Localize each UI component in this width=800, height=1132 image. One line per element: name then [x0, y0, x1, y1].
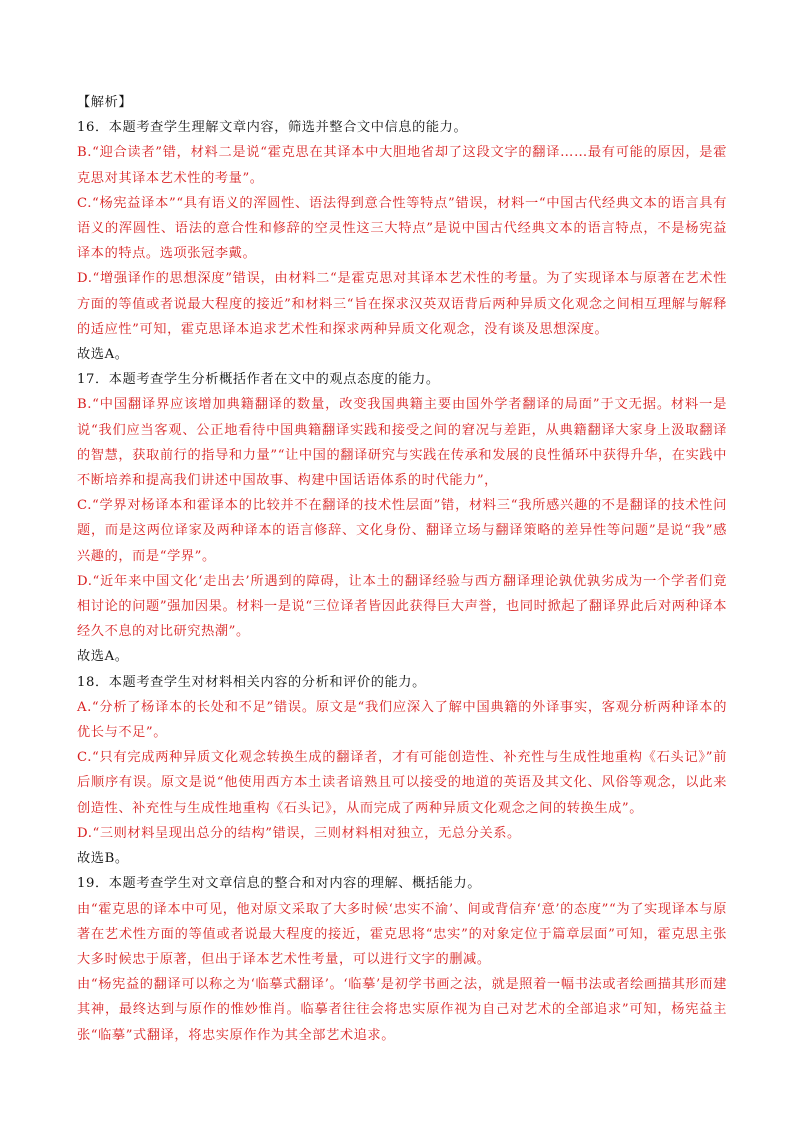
analysis-page — [77, 90, 727, 1048]
analysis-heading: 【解析】 — [77, 95, 133, 110]
q16-answer: 故选A。 — [77, 347, 129, 363]
q18-option-a: A.“分析了杨译本的长处和不足”错误。原文是“我们应深入了解中国典籍的外译事实，客观分析两种译本的优长与不足”。 — [77, 699, 727, 741]
q18-stem: 18．本题考查学生对材料相关内容的分析和评价的能力。 — [77, 674, 426, 690]
q17-option-c: C.“学界对杨译本和霍译本的比较并不在翻译的技术性层面”错，材料三“我所感兴趣的不是翻译的技术性问题，而是这两位译家及两种译本的语言修辞、文化身份、翻译立场与翻译策略的差异性等问题”是说“我”感兴趣的，而是“学界”。 — [77, 498, 727, 564]
q18-option-c: C.“只有完成两种异质文化观念转换生成的翻译者，才有可能创造性、补充性与生成性地重构《石头记》”前后顺序有误。原文是说“他使用西方本土读者谙熟且可以接受的地道的英语及其文化、风俗等观念，以此来创造性、补充性与生成性地重构《石头记》，从而完成了两种异质文化观念之间的转换生成”。 — [77, 750, 727, 816]
q16-option-d: D.“增强译作的思想深度”错误，由材料二“是霍克思对其译本艺术性的考量。为了实现译本与原著在艺术性方面的等值或者说最大程度的接近”和材料三“旨在探求汉英双语背后两种异质文化观念之间相互理解与解释的适应性”可知，霍克思译本追求艺术性和探求两种异质文化观念，没有谈及思想深度。 — [77, 271, 727, 337]
q17-option-d: D.“近年来中国文化‘走出去’所遇到的障碍，让本土的翻译经验与西方翻译理论孰优孰劣成为一个学者们竟相讨论的问题”强加因果。材料一是说“三位译者皆因此获得巨大声誉，也同时掀起了翻译界此后对两种译本经久不息的对比研究热潮”。 — [77, 573, 727, 640]
q18-answer: 故选B。 — [77, 851, 129, 867]
q17-option-b: B.“中国翻译界应该增加典籍翻译的数量，改变我国典籍主要由国外学者翻译的局面”于文无据。材料一是说“我们应当客观、公正地看待中国典籍翻译实践和接受之间的窘况与差距，从典籍翻译大家身上汲取翻译的智慧，获取前行的指导和力量”“让中国的翻译研究与实践在传承和发展的良性循环中获得升华，在实践中不断培养和提高我们讲述中国故事、构建中国话语体系的时代能力”， — [77, 397, 727, 489]
q18-option-d: D.“三则材料呈现出总分的结构”错误，三则材料相对独立，无总分关系。 — [77, 825, 521, 841]
q16-option-b: B.“迎合读者”错，材料二是说“霍克思在其译本中大胆地省却了这段文字的翻译……最有可能的原因，是霍克思对其译本艺术性的考量”。 — [77, 145, 727, 186]
q16-stem: 16．本题考查学生理解文章内容，筛选并整合文中信息的能力。 — [77, 120, 468, 136]
q19-paragraph-1: 由“霍克思的译本中可见，他对原文采取了大多时候‘忠实不渝’、间或背信弃‘意’的态度”“为了实现译本与原著在艺术性方面的等值或者说最大程度的接近，霍克思将“忠实”的对象定位于篇章层面”可知，霍克思主张大多时候忠于原著，但出于译本艺术性考量，可以进行文字的删减。 — [77, 901, 727, 967]
q19-stem: 19．本题考查学生对文章信息的整合和对内容的理解、概括能力。 — [77, 876, 482, 892]
q17-answer: 故选A。 — [77, 649, 129, 665]
q17-stem: 17．本题考查学生分析概括作者在文中的观点态度的能力。 — [77, 372, 440, 388]
q16-option-c: C.“杨宪益译本”“具有语义的浑圆性、语法得到意合性等特点”错误，材料一“中国古代经典文本的语言具有语义的浑圆性、语法的意合性和修辞的空灵性这三大特点”是说中国古代经典文本的语言特点，不是杨宪益译本的特点。选项张冠李戴。 — [77, 195, 727, 262]
q19-paragraph-2: 由“杨宪益的翻译可以称之为‘临摹式翻译’。‘临摹’是初学书画之法，就是照着一幅书法或者绘画描其形而建其神，最终达到与原作的惟妙惟肖。临摹者往往会将忠实原作视为自己对艺术的全部追求”可知，杨宪益主张“临摹”式翻译，将忠实原作作为其全部艺术追求。 — [77, 977, 727, 1043]
